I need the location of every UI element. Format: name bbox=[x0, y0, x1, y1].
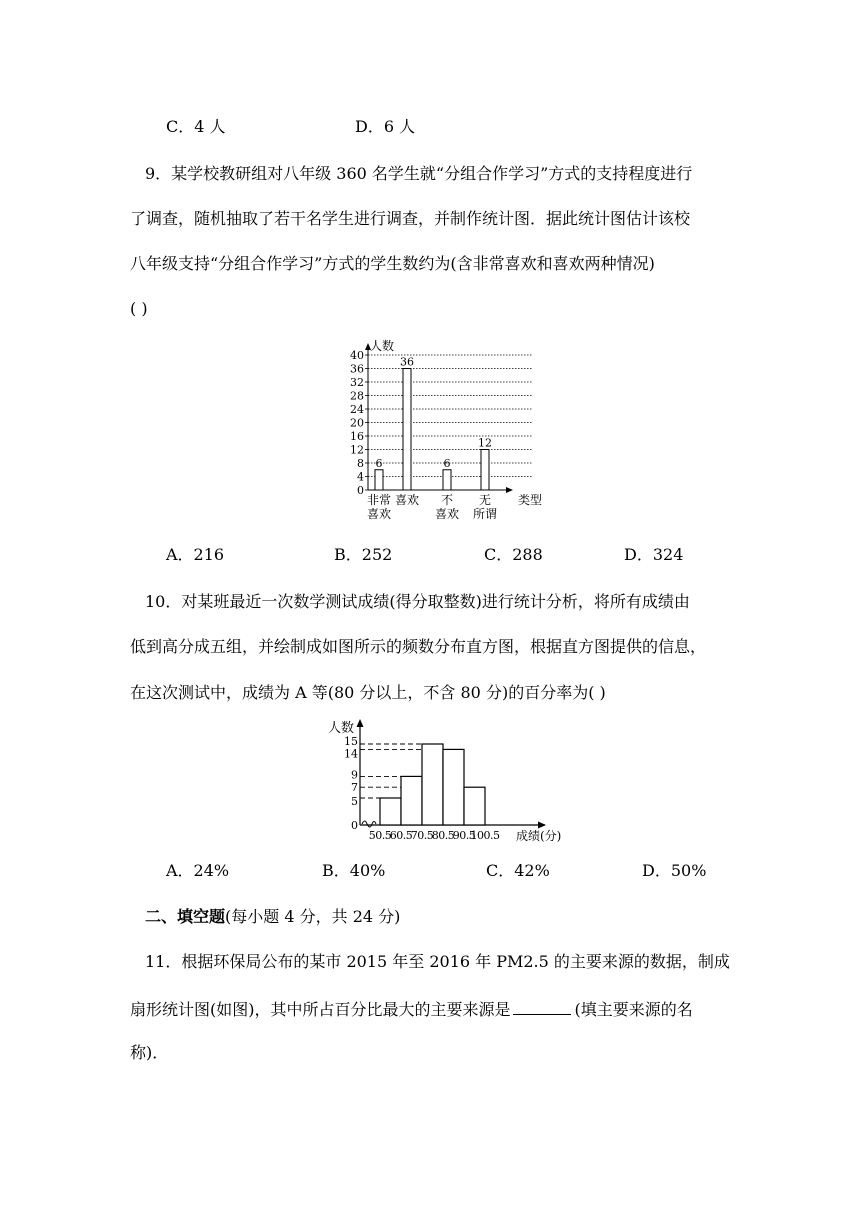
x-tick-label: 100.5 bbox=[470, 829, 500, 842]
x-category-label: 喜欢 bbox=[434, 507, 460, 521]
y-tick-label: 36 bbox=[350, 362, 364, 376]
histogram-bar bbox=[380, 798, 401, 825]
q10-option-c: C．42% bbox=[486, 861, 550, 880]
bar-data-label: 6 bbox=[375, 456, 383, 470]
answer-blank bbox=[513, 998, 571, 1015]
y-axis-label: 人数 bbox=[328, 721, 355, 736]
q8-option-c: C．4 人 bbox=[166, 117, 226, 136]
q9-option-d: D．324 bbox=[624, 545, 684, 564]
y-tick-label: 7 bbox=[351, 781, 358, 795]
x-category-label: 喜欢 bbox=[366, 507, 392, 521]
section-note: (每小题 4 分，共 24 分) bbox=[225, 907, 401, 926]
q10-option-d: D．50% bbox=[642, 861, 707, 880]
y-tick-label: 5 bbox=[351, 795, 358, 808]
x-axis-arrow bbox=[506, 487, 513, 493]
histogram-bar bbox=[464, 787, 485, 825]
y-tick-label: 14 bbox=[344, 747, 358, 761]
y-axis-arrow bbox=[357, 719, 364, 727]
x-axis-label: 类型 bbox=[518, 493, 543, 507]
x-tick-label: 60.5 bbox=[389, 829, 413, 842]
y-tick-label: 24 bbox=[350, 403, 364, 416]
section-heading bbox=[145, 907, 400, 927]
y-tick-label: 0 bbox=[351, 819, 358, 832]
q9-text-line-3: 八年级支持“分组合作学习”方式的学生数约为(含非常喜欢和喜欢两种情况) bbox=[130, 254, 655, 273]
q9-answer-bracket: ( ) bbox=[130, 299, 148, 318]
y-tick-label: 40 bbox=[350, 349, 364, 362]
histogram-bar bbox=[443, 749, 464, 825]
y-tick-label: 15 bbox=[344, 735, 358, 748]
q10-option-b: B．40% bbox=[322, 861, 386, 880]
y-tick-label: 4 bbox=[357, 470, 364, 484]
q11-text-line-2 bbox=[130, 998, 693, 1020]
q10-text-line-2: 低到高分成五组，并绘制成如图所示的频数分布直方图，根据直方图提供的信息， bbox=[130, 637, 707, 656]
y-tick-label: 9 bbox=[351, 768, 358, 782]
bar-data-label: 36 bbox=[400, 355, 414, 369]
x-axis-label: 成绩(分) bbox=[516, 829, 562, 843]
x-category-label: 非常 bbox=[366, 493, 392, 507]
axis-break-mark bbox=[362, 821, 376, 827]
histogram-bar bbox=[401, 776, 422, 825]
q9-option-a: A．216 bbox=[166, 545, 225, 564]
q11-text-line-3: 称)． bbox=[130, 1043, 169, 1062]
y-tick-label: 20 bbox=[350, 416, 364, 430]
y-tick-label: 16 bbox=[350, 430, 364, 443]
y-axis-label: 人数 bbox=[370, 339, 395, 353]
bar bbox=[443, 470, 451, 490]
q11-text-line-1: 11．根据环保局公布的某市 2015 年至 2016 年 PM2.5 的主要来源的数据，制成 bbox=[145, 952, 730, 971]
x-tick-label: 90.5 bbox=[452, 829, 476, 842]
bar bbox=[481, 450, 489, 491]
y-tick-label: 32 bbox=[350, 376, 364, 389]
section-title: 二、填空题 bbox=[145, 907, 226, 926]
bar-data-label: 6 bbox=[443, 456, 451, 470]
y-tick-label: 28 bbox=[350, 389, 364, 403]
bar bbox=[403, 369, 411, 491]
x-category-label: 无 bbox=[478, 493, 492, 507]
q10-text-line-3: 在这次测试中，成绩为 A 等(80 分以上，不含 80 分)的百分率为( ) bbox=[130, 683, 606, 702]
x-tick-label: 70.5 bbox=[410, 829, 434, 842]
histogram-bar bbox=[422, 744, 443, 825]
q11-text-before-blank: 扇形统计图(如图)，其中所占百分比最大的主要来源是 bbox=[130, 1000, 511, 1019]
q9-option-b: B．252 bbox=[334, 545, 393, 564]
q9-option-c: C．288 bbox=[484, 545, 543, 564]
x-category-label: 喜欢 bbox=[394, 493, 420, 507]
y-tick-label: 8 bbox=[357, 457, 364, 470]
x-category-label: 不 bbox=[440, 493, 454, 507]
x-tick-label: 50.5 bbox=[368, 829, 392, 842]
bar-chart-support bbox=[340, 335, 560, 530]
y-tick-label: 0 bbox=[357, 484, 364, 497]
q10-text-line-1: 10．对某班最近一次数学测试成绩(得分取整数)进行统计分析，将所有成绩由 bbox=[145, 592, 690, 611]
bar bbox=[375, 470, 383, 490]
q11-text-after-blank: (填主要来源的名 bbox=[574, 1000, 693, 1019]
q9-text-line-1: 9．某学校教研组对八年级 360 名学生就“分组合作学习”方式的支持程度进行 bbox=[145, 164, 693, 183]
x-axis-arrow bbox=[538, 822, 546, 829]
y-tick-label: 12 bbox=[350, 443, 364, 457]
x-category-label: 所谓 bbox=[472, 507, 498, 521]
x-tick-label: 80.5 bbox=[431, 829, 455, 842]
q10-option-a: A．24% bbox=[166, 861, 230, 880]
q8-option-d: D．6 人 bbox=[355, 117, 416, 136]
bar-data-label: 12 bbox=[478, 436, 492, 450]
histogram-scores bbox=[320, 712, 610, 847]
q9-text-line-2: 了调查，随机抽取了若干名学生进行调查，并制作统计图．据此统计图估计该校 bbox=[130, 209, 691, 228]
